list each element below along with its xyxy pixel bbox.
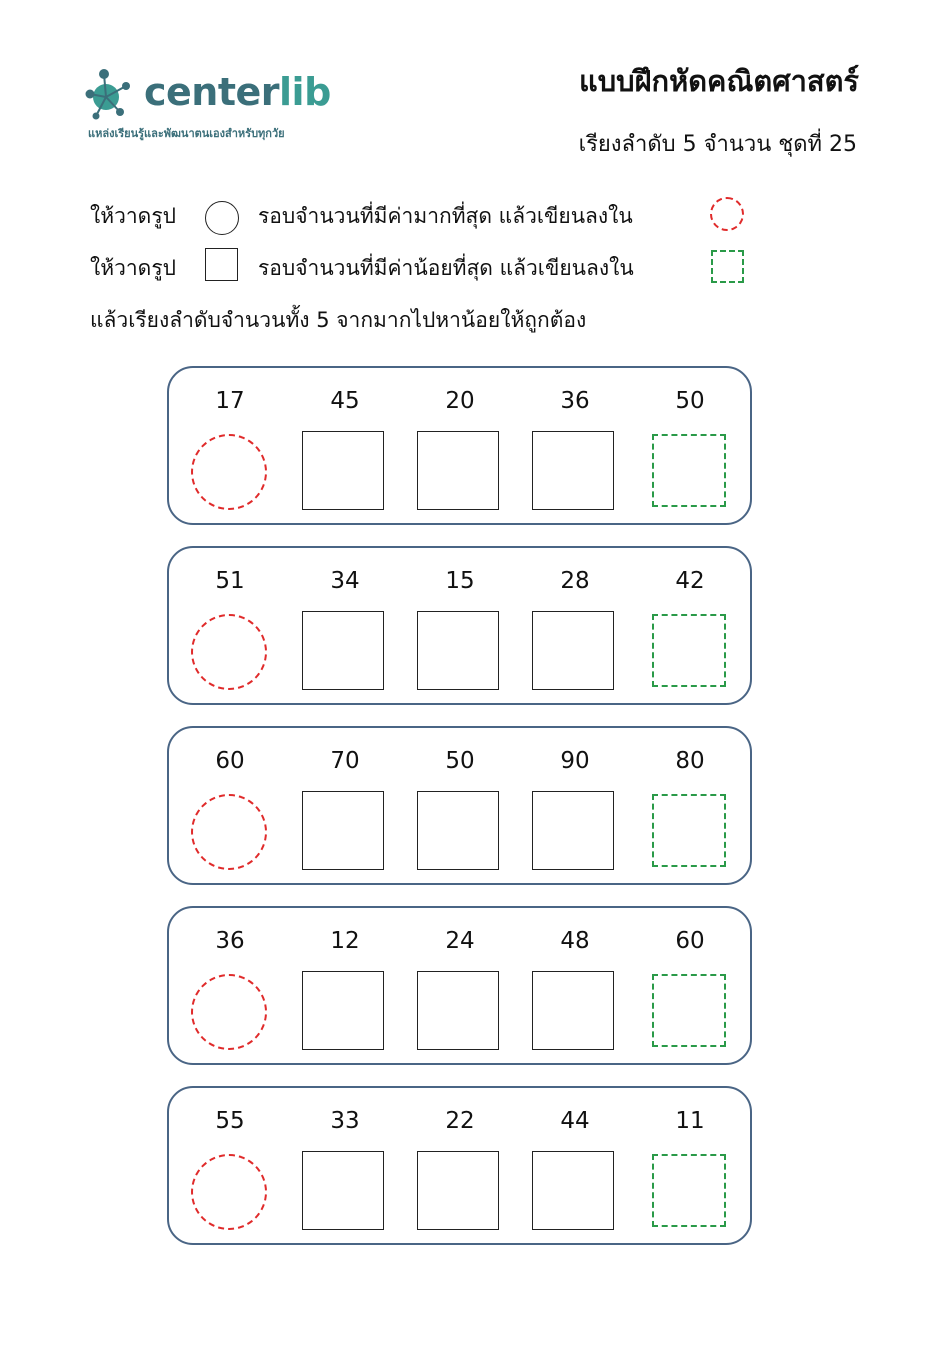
page-subtitle: เรียงลำดับ 5 จำนวน ชุดที่ 25 <box>578 132 857 157</box>
max-answer-circle[interactable] <box>191 434 267 510</box>
answer-box-4[interactable] <box>532 791 614 870</box>
instruction-1-mid: รอบจำนวนที่มีค่ามากที่สุด แล้วเขียนลงใน <box>258 204 633 228</box>
number-3: 50 <box>445 748 475 774</box>
max-answer-circle[interactable] <box>191 1154 267 1230</box>
instruction-line-3: แล้วเรียงลำดับจำนวนทั้ง 5 จากมากไปหาน้อยให้ถูกต้อง <box>90 308 587 332</box>
min-answer-box[interactable] <box>652 1154 726 1227</box>
exercise-row-4 <box>167 906 752 1065</box>
red-dashed-circle-icon <box>710 197 744 231</box>
page-title: แบบฝึกหัดคณิตศาสตร์ <box>579 64 859 98</box>
number-2: 45 <box>330 388 360 414</box>
max-answer-circle[interactable] <box>191 614 267 690</box>
number-4: 44 <box>560 1108 590 1134</box>
number-1: 17 <box>215 388 245 414</box>
logo-brand-suffix: lib <box>279 70 331 114</box>
instruction-1-start: ให้วาดรูป <box>90 204 176 228</box>
answer-box-3[interactable] <box>417 611 499 690</box>
answer-box-2[interactable] <box>302 611 384 690</box>
exercise-row-1 <box>167 366 752 525</box>
green-dashed-square-icon <box>711 250 744 283</box>
min-answer-box[interactable] <box>652 614 726 687</box>
number-5: 11 <box>675 1108 705 1134</box>
min-answer-box[interactable] <box>652 434 726 507</box>
instruction-2-start: ให้วาดรูป <box>90 256 176 280</box>
answer-box-3[interactable] <box>417 1151 499 1230</box>
number-4: 48 <box>560 928 590 954</box>
number-3: 15 <box>445 568 475 594</box>
exercise-row-3 <box>167 726 752 885</box>
number-2: 34 <box>330 568 360 594</box>
number-5: 50 <box>675 388 705 414</box>
number-3: 22 <box>445 1108 475 1134</box>
circle-shape-icon <box>205 201 239 235</box>
exercise-row-5 <box>167 1086 752 1245</box>
number-1: 36 <box>215 928 245 954</box>
answer-box-4[interactable] <box>532 971 614 1050</box>
number-5: 60 <box>675 928 705 954</box>
answer-box-4[interactable] <box>532 611 614 690</box>
molecule-logo-icon <box>84 66 144 126</box>
logo-brand-prefix: center <box>144 70 280 114</box>
number-1: 51 <box>215 568 245 594</box>
answer-box-2[interactable] <box>302 791 384 870</box>
answer-box-2[interactable] <box>302 431 384 510</box>
number-2: 12 <box>330 928 360 954</box>
max-answer-circle[interactable] <box>191 974 267 1050</box>
min-answer-box[interactable] <box>652 794 726 867</box>
answer-box-3[interactable] <box>417 791 499 870</box>
centerlib-logo <box>84 66 354 146</box>
logo-tagline: แหล่งเรียนรู้และพัฒนาตนเองสำหรับทุกวัย <box>88 127 285 140</box>
number-1: 60 <box>215 748 245 774</box>
instruction-2-mid: รอบจำนวนที่มีค่าน้อยที่สุด แล้วเขียนลงใน <box>258 256 634 280</box>
answer-box-3[interactable] <box>417 971 499 1050</box>
square-shape-icon <box>205 248 238 281</box>
number-2: 70 <box>330 748 360 774</box>
number-5: 42 <box>675 568 705 594</box>
logo-wordmark <box>144 70 331 114</box>
exercise-row-2 <box>167 546 752 705</box>
number-4: 28 <box>560 568 590 594</box>
number-3: 24 <box>445 928 475 954</box>
number-4: 36 <box>560 388 590 414</box>
answer-box-3[interactable] <box>417 431 499 510</box>
number-4: 90 <box>560 748 590 774</box>
number-1: 55 <box>215 1108 245 1134</box>
number-2: 33 <box>330 1108 360 1134</box>
number-3: 20 <box>445 388 475 414</box>
max-answer-circle[interactable] <box>191 794 267 870</box>
answer-box-4[interactable] <box>532 431 614 510</box>
answer-box-2[interactable] <box>302 971 384 1050</box>
answer-box-4[interactable] <box>532 1151 614 1230</box>
min-answer-box[interactable] <box>652 974 726 1047</box>
answer-box-2[interactable] <box>302 1151 384 1230</box>
number-5: 80 <box>675 748 705 774</box>
